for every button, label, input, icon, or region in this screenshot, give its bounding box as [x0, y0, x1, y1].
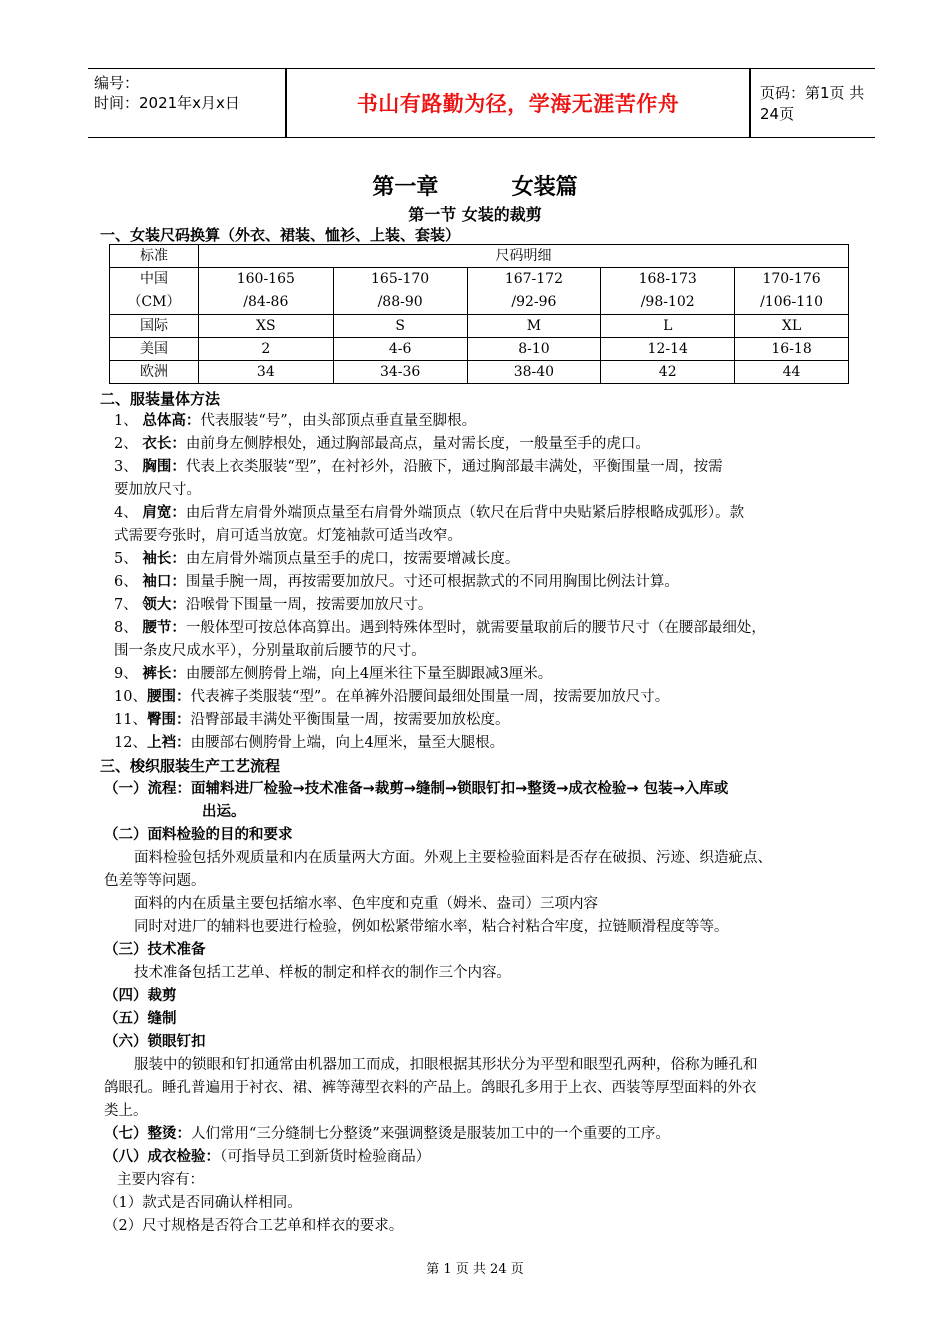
section-3-heading: 三、梭织服装生产工艺流程 — [100, 757, 281, 775]
item-number: 7、 — [114, 597, 138, 613]
subsection-heading: （四）裁剪 — [104, 988, 177, 1004]
item-key: 腰围： — [146, 689, 191, 705]
header-motto-box — [285, 69, 751, 137]
bust-range: /92-96 — [511, 294, 557, 310]
item-key: 裤长： — [142, 666, 186, 682]
list-item — [114, 663, 552, 685]
list-item — [114, 594, 432, 616]
height-range: 168-173 — [638, 271, 697, 287]
list-item — [114, 410, 476, 432]
item-number: 12、 — [114, 735, 147, 751]
table-cell: 34 — [198, 361, 333, 384]
table-cell: 4-6 — [333, 338, 467, 361]
item-key: 臀围： — [146, 712, 191, 728]
list-item-continued: 式需要夸张时，肩可适当放宽。灯笼袖款可适当改窄。 — [114, 528, 462, 544]
list-item-continued: 要加放尺寸。 — [114, 482, 201, 498]
table-row — [110, 315, 849, 338]
item-key: 上裆： — [146, 735, 191, 751]
paragraph-continued: 类上。 — [104, 1103, 148, 1119]
height-range: 167-172 — [504, 271, 563, 287]
item-number: 2、 — [114, 436, 138, 452]
table-cell: 12-14 — [601, 338, 735, 361]
flow-text: 面辅料进厂检验→技术准备→裁剪→缝制→锁眼钉扣→整烫→成衣检验→ 包装→入库或 — [191, 781, 729, 797]
motto: 书山有路勤为径，学海无涯苦作舟 — [356, 92, 680, 116]
item-text: 一般体型可按总体高算出。遇到特殊体型时，就需要量取前后的腰节尺寸（在腰部最细处， — [185, 620, 766, 636]
list-item — [114, 617, 766, 639]
paragraph: 主要内容有： — [117, 1172, 204, 1188]
table-row-label: 欧洲 — [110, 361, 199, 384]
item-text: 由后背左肩骨外端顶点量至右肩骨外端顶点（软尺在后背中央贴紧后脖根略成弧形）。款 — [185, 505, 745, 521]
list-item — [114, 709, 509, 731]
flow-label: （一）流程： — [104, 781, 191, 797]
table-cell — [601, 268, 735, 315]
table-cell: S — [333, 315, 467, 338]
item-number: 10、 — [114, 689, 147, 705]
china-unit-label: （CM） — [127, 294, 181, 310]
item-text: 沿喉骨下围量一周，按需要加放尺寸。 — [185, 597, 433, 613]
header-meta — [94, 73, 290, 113]
paragraph-text: 人们常用“三分缝制七分整烫”来强调整烫是服装加工中的一个重要的工序。 — [191, 1126, 670, 1142]
table-row — [110, 361, 849, 384]
item-key: 腰节： — [142, 620, 186, 636]
table-cell: 34-36 — [333, 361, 467, 384]
item-number: 4、 — [114, 505, 138, 521]
item-number: 6、 — [114, 574, 138, 590]
item-text: 代表裤子类服装“型”。在单裤外沿腰间最细处围量一周，按需要加放尺寸。 — [190, 689, 670, 705]
page-info: 页码：第1页 共24页 — [760, 84, 865, 123]
paragraph — [104, 1146, 430, 1168]
flow-line-continued: 出运。 — [202, 804, 246, 820]
table-header-cell: 标准 — [110, 245, 199, 268]
flow-line — [104, 778, 728, 800]
list-item — [114, 571, 679, 593]
table-cell — [198, 268, 333, 315]
height-range: 165-170 — [371, 271, 430, 287]
item-key: 衣长： — [142, 436, 186, 452]
bust-range: /84-86 — [243, 294, 289, 310]
table-cell — [333, 268, 467, 315]
table-row-label: 国际 — [110, 315, 199, 338]
doc-number-label: 编号： — [94, 74, 140, 92]
list-item — [114, 686, 669, 708]
size-conversion-table — [109, 244, 849, 384]
height-range: 170-176 — [762, 271, 821, 287]
list-item-continued: 围一条皮尺成水平），分别量取前后腰节的尺寸。 — [114, 643, 426, 659]
item-text: 沿臀部最丰满处平衡围量一周，按需要加放松度。 — [190, 712, 510, 728]
item-key: 胸围： — [142, 459, 186, 475]
table-row — [110, 338, 849, 361]
paragraph: 面料检验包括外观质量和内在质量两大方面。外观上主要检验面料是否存在破损、污迹、织造疵点、 — [134, 850, 772, 866]
paragraph-continued: 色差等等问题。 — [104, 873, 206, 889]
table-cell: 42 — [601, 361, 735, 384]
table-cell — [735, 268, 849, 315]
list-item — [114, 502, 744, 524]
page-header — [88, 68, 875, 138]
table-cell: 2 — [198, 338, 333, 361]
item-key: 袖长： — [142, 551, 186, 567]
table-cell: M — [467, 315, 601, 338]
item-text: 围量手腕一周，再按需要加放尺。寸还可根据款式的不同用胸围比例法计算。 — [185, 574, 679, 590]
item-number: 11、 — [114, 712, 147, 728]
item-key: 肩宽： — [142, 505, 186, 521]
item-key: 领大： — [142, 597, 186, 613]
table-row — [110, 245, 849, 268]
table-cell: L — [601, 315, 735, 338]
list-item — [114, 732, 504, 754]
list-item — [114, 456, 723, 478]
table-cell: 8-10 — [467, 338, 601, 361]
item-text: 由腰部右侧胯骨上端，向上4厘米，量至大腿根。 — [190, 735, 505, 751]
item-key: 袖口： — [142, 574, 186, 590]
paragraph: 面料的内在质量主要包括缩水率、色牢度和克重（姆米、盎司）三项内容 — [134, 896, 598, 912]
paragraph — [104, 1123, 670, 1145]
table-cell: 16-18 — [735, 338, 849, 361]
item-text: 由前身左侧脖根处，通过胸部最高点，量对需长度，一般量至手的虎口。 — [185, 436, 650, 452]
china-label: 中国 — [139, 271, 168, 287]
table-cell — [467, 268, 601, 315]
section-1-heading: 一、女装尺码换算（外衣、裙装、恤衫、上装、套装） — [100, 226, 461, 244]
item-number: 3、 — [114, 459, 138, 475]
table-cell: XS — [198, 315, 333, 338]
item-number: 8、 — [114, 620, 138, 636]
paragraph-text: （可指导员工到新货时检验商品） — [220, 1149, 431, 1165]
section-title: 第一节 女装的裁剪 — [408, 205, 542, 224]
paragraph: 服装中的锁眼和钉扣通常由机器加工而成，扣眼根据其形状分为平型和眼型孔两种，俗称为睡孔和 — [134, 1057, 758, 1073]
bust-range: /88-90 — [377, 294, 423, 310]
item-text: 由左肩骨外端顶点量至手的虎口，按需要增减长度。 — [185, 551, 520, 567]
page-footer: 第 1 页 共 24 页 — [426, 1262, 524, 1277]
list-item — [114, 548, 519, 570]
section-2-heading: 二、服装量体方法 — [100, 390, 221, 408]
subsection-label: （七）整烫： — [104, 1126, 191, 1142]
table-row-label — [110, 268, 199, 315]
bust-range: /106-110 — [760, 294, 823, 310]
subsection-heading: （五）缝制 — [104, 1011, 177, 1027]
table-cell: 44 — [735, 361, 849, 384]
paragraph: （2）尺寸规格是否符合工艺单和样衣的要求。 — [104, 1218, 404, 1234]
table-row — [110, 268, 849, 315]
table-cell: XL — [735, 315, 849, 338]
item-text: 代表上衣类服装“型”，在衬衫外，沿腋下，通过胸部最丰满处，平衡围量一周，按需 — [185, 459, 723, 475]
table-header-cell: 尺码明细 — [198, 245, 848, 268]
subsection-heading: （三）技术准备 — [104, 942, 206, 958]
subsection-heading: （六）锁眼钉扣 — [104, 1034, 206, 1050]
item-number: 9、 — [114, 666, 138, 682]
item-number: 5、 — [114, 551, 138, 567]
paragraph: （1）款式是否同确认样相同。 — [104, 1195, 302, 1211]
chapter-name: 女装篇 — [511, 175, 578, 200]
list-item — [114, 433, 650, 455]
doc-date: 时间：2021年x月x日 — [94, 94, 240, 112]
chapter-title — [0, 170, 950, 201]
item-number: 1、 — [114, 413, 138, 429]
bust-range: /98-102 — [640, 294, 695, 310]
height-range: 160-165 — [236, 271, 295, 287]
paragraph-continued: 鸽眼孔。睡孔普遍用于衬衣、裙、裤等薄型衣料的产品上。鸽眼孔多用于上衣、西装等厚型面料的外衣 — [104, 1080, 757, 1096]
subsection-label: （八）成衣检验： — [104, 1149, 220, 1165]
item-text: 代表服装“号”，由头部顶点垂直量至脚根。 — [200, 413, 477, 429]
paragraph: 技术准备包括工艺单、样板的制定和样衣的制作三个内容。 — [134, 965, 511, 981]
subsection-heading: （二）面料检验的目的和要求 — [104, 827, 293, 843]
table-cell: 38-40 — [467, 361, 601, 384]
chapter-number: 第一章 — [372, 175, 439, 200]
item-key: 总体高： — [142, 413, 201, 429]
table-row-label: 美国 — [110, 338, 199, 361]
item-text: 由腰部左侧胯骨上端，向上4厘米往下量至脚跟减3厘米。 — [185, 666, 553, 682]
paragraph: 同时对进厂的辅料也要进行检验，例如松紧带缩水率，粘合衬粘合牢度，拉链顺滑程度等等。 — [134, 919, 729, 935]
